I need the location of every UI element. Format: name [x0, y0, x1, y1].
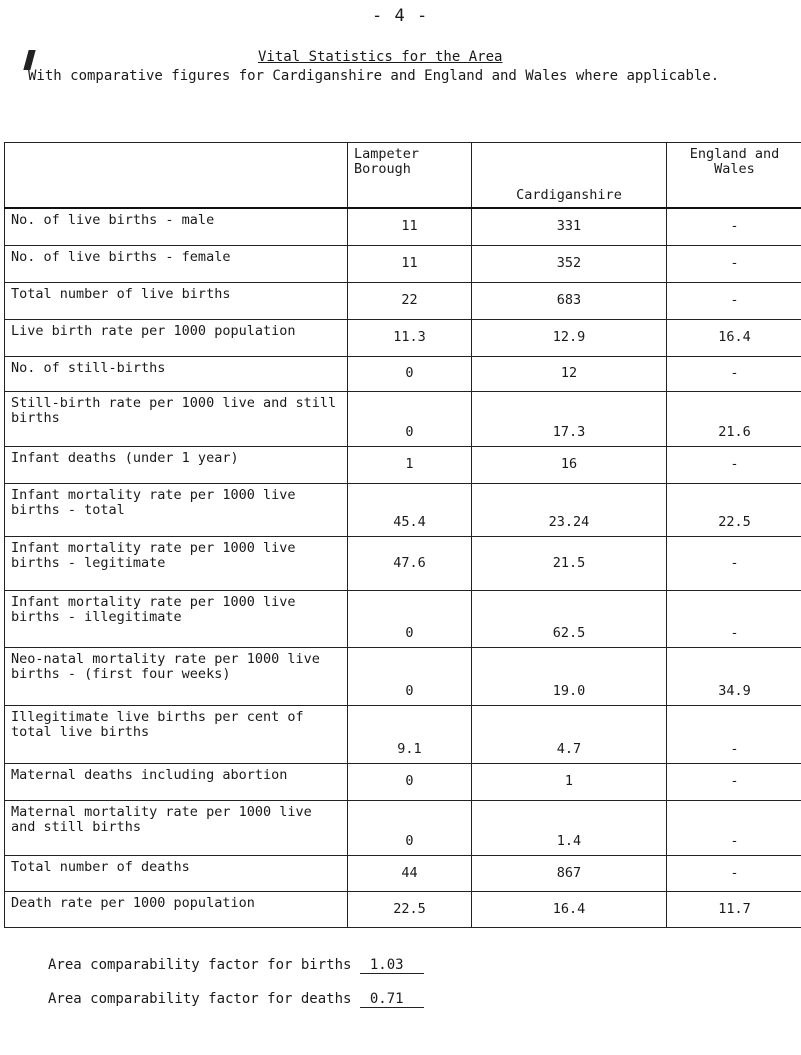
row-label: Still-birth rate per 1000 live and still births — [5, 391, 348, 446]
header-lampeter: Lampeter Borough — [348, 143, 472, 209]
row-label: Live birth rate per 1000 population — [5, 319, 348, 356]
deaths-factor-value: 0.71 — [360, 991, 424, 1008]
row-label: Maternal mortality rate per 1000 live and still births — [5, 800, 348, 855]
cardiganshire-value: 62.5 — [472, 590, 667, 647]
lampeter-value: 9.1 — [348, 705, 472, 763]
lampeter-value: 11.3 — [348, 319, 472, 356]
scan-mark — [23, 50, 35, 70]
lampeter-value: 0 — [348, 800, 472, 855]
cardiganshire-value: 683 — [472, 282, 667, 319]
lampeter-value: 0 — [348, 590, 472, 647]
england-wales-value: - — [667, 855, 801, 891]
england-wales-value: - — [667, 282, 801, 319]
england-wales-value: 11.7 — [667, 891, 801, 927]
cardiganshire-value: 867 — [472, 855, 667, 891]
england-wales-value: 16.4 — [667, 319, 801, 356]
table-row — [5, 590, 801, 647]
cardiganshire-value: 21.5 — [472, 536, 667, 590]
page-title: Vital Statistics for the Area — [258, 49, 503, 65]
lampeter-value: 1 — [348, 446, 472, 483]
table-row — [5, 891, 801, 927]
lampeter-value: 22 — [348, 282, 472, 319]
row-label: Infant mortality rate per 1000 live births - illegitimate — [5, 590, 348, 647]
cardiganshire-value: 16 — [472, 446, 667, 483]
births-factor-value: 1.03 — [360, 957, 424, 974]
lampeter-value: 11 — [348, 245, 472, 282]
england-wales-value: - — [667, 590, 801, 647]
table-row — [5, 800, 801, 855]
table-row — [5, 647, 801, 705]
row-label: Infant mortality rate per 1000 live births - total — [5, 483, 348, 536]
lampeter-value: 0 — [348, 356, 472, 391]
births-comparability — [48, 957, 424, 974]
england-wales-value: - — [667, 208, 801, 245]
table-row — [5, 483, 801, 536]
row-label: No. of live births - female — [5, 245, 348, 282]
lampeter-value: 22.5 — [348, 891, 472, 927]
row-label: Death rate per 1000 population — [5, 891, 348, 927]
deaths-factor-label: Area comparability factor for deaths — [48, 991, 352, 1007]
page-subtitle: With comparative figures for Cardiganshire and England and Wales where applicable. — [28, 68, 720, 84]
lampeter-value: 11 — [348, 208, 472, 245]
lampeter-value: 0 — [348, 391, 472, 446]
cardiganshire-value: 19.0 — [472, 647, 667, 705]
births-factor-label: Area comparability factor for births — [48, 957, 352, 973]
cardiganshire-value: 17.3 — [472, 391, 667, 446]
cardiganshire-value: 1.4 — [472, 800, 667, 855]
cardiganshire-value: 4.7 — [472, 705, 667, 763]
row-label: Total number of live births — [5, 282, 348, 319]
cardiganshire-value: 23.24 — [472, 483, 667, 536]
england-wales-value: - — [667, 536, 801, 590]
row-label: No. of live births - male — [5, 208, 348, 245]
table-row — [5, 763, 801, 800]
row-label: Total number of deaths — [5, 855, 348, 891]
cardiganshire-value: 12.9 — [472, 319, 667, 356]
table-row — [5, 536, 801, 590]
table-row — [5, 282, 801, 319]
england-wales-value: - — [667, 800, 801, 855]
table-row — [5, 705, 801, 763]
england-wales-value: - — [667, 356, 801, 391]
england-wales-value: 34.9 — [667, 647, 801, 705]
cardiganshire-value: 16.4 — [472, 891, 667, 927]
deaths-comparability — [48, 991, 424, 1008]
table-row — [5, 446, 801, 483]
lampeter-value: 44 — [348, 855, 472, 891]
table-row — [5, 208, 801, 245]
table-row — [5, 245, 801, 282]
england-wales-value: 21.6 — [667, 391, 801, 446]
cardiganshire-value: 331 — [472, 208, 667, 245]
table-row — [5, 319, 801, 356]
england-wales-value: 22.5 — [667, 483, 801, 536]
header-cardiganshire: Cardiganshire — [472, 143, 667, 209]
header-empty-cell — [5, 143, 348, 209]
table-row — [5, 391, 801, 446]
page-number: - 4 - — [372, 6, 429, 26]
row-label: Illegitimate live births per cent of total live births — [5, 705, 348, 763]
lampeter-value: 47.6 — [348, 536, 472, 590]
lampeter-value: 0 — [348, 763, 472, 800]
row-label: Neo-natal mortality rate per 1000 live births - (first four weeks) — [5, 647, 348, 705]
table-header-row — [5, 143, 801, 209]
england-wales-value: - — [667, 245, 801, 282]
row-label: No. of still-births — [5, 356, 348, 391]
cardiganshire-value: 352 — [472, 245, 667, 282]
cardiganshire-value: 12 — [472, 356, 667, 391]
vital-statistics-table — [4, 142, 801, 928]
cardiganshire-value: 1 — [472, 763, 667, 800]
header-england-wales: England and Wales — [667, 143, 801, 209]
row-label: Infant mortality rate per 1000 live births - legitimate — [5, 536, 348, 590]
england-wales-value: - — [667, 763, 801, 800]
england-wales-value: - — [667, 705, 801, 763]
lampeter-value: 0 — [348, 647, 472, 705]
row-label: Maternal deaths including abortion — [5, 763, 348, 800]
table-row — [5, 356, 801, 391]
row-label: Infant deaths (under 1 year) — [5, 446, 348, 483]
england-wales-value: - — [667, 446, 801, 483]
lampeter-value: 45.4 — [348, 483, 472, 536]
table-row — [5, 855, 801, 891]
